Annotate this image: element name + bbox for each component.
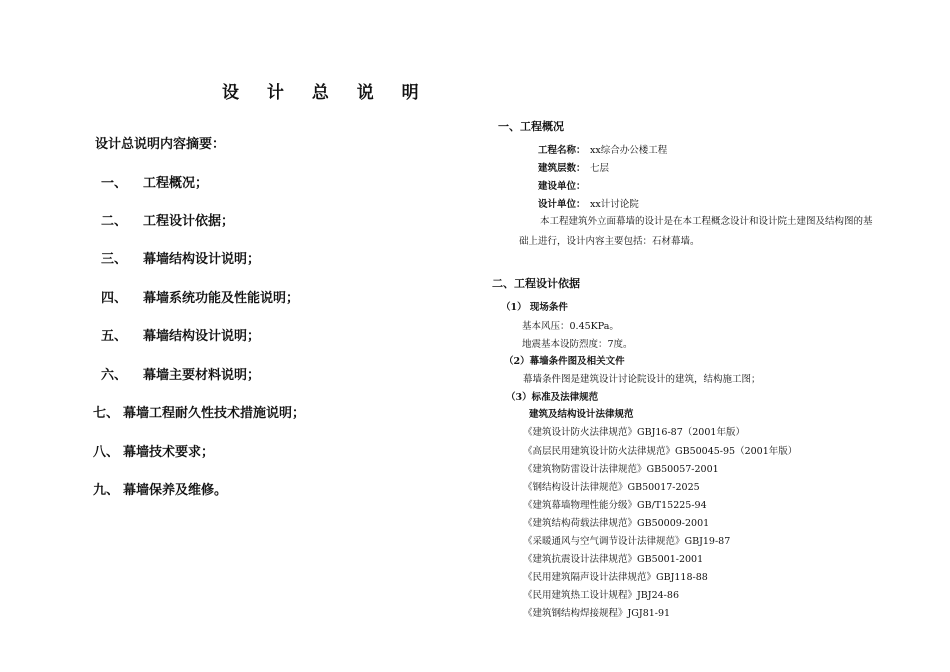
toc-item-number: 九、 (93, 483, 120, 498)
toc-item-text: 幕墙技术要求； (123, 445, 215, 460)
standard-item: 《建筑设计防火法律规范》GBJ16-87（2001年版） (523, 427, 745, 438)
toc-item-text: 幕墙主要材料说明； (143, 368, 261, 383)
toc-item-number: 三、 (101, 252, 128, 267)
field-value: 七层 (590, 163, 610, 174)
subsection-heading: （1） 现场条件 (501, 302, 568, 313)
overview-paragraph-line2: 础上进行，设计内容主要包括：石材幕墙。 (519, 236, 700, 247)
field-label: 建筑层数： (538, 163, 586, 174)
section-heading: 二、工程设计依据 (492, 277, 580, 290)
toc-item-number: 六、 (101, 368, 128, 383)
toc-heading: 设计总说明内容摘要： (95, 137, 226, 152)
toc-item-text: 幕墙结构设计说明； (143, 329, 261, 344)
standard-item: 《高层民用建筑设计防火法律规范》GB50045-95（2001年版） (523, 446, 798, 457)
standard-item: 《钢结构设计法律规范》GB50017-2025 (523, 482, 700, 493)
standard-item: 《建筑抗震设计法律规范》GB5001-2001 (523, 554, 704, 565)
standard-item: 《建筑钢结构焊接规程》JGJ81-91 (523, 608, 671, 619)
toc-item-text: 工程设计依据； (143, 214, 235, 229)
page-title: 设 计 总 说 明 (222, 83, 430, 103)
field-label: 建设单位： (538, 181, 586, 192)
toc-item-text: 工程概况； (143, 176, 209, 191)
standard-item: 《建筑结构荷载法律规范》GB50009-2001 (523, 518, 710, 529)
toc-item-number: 八、 (93, 445, 120, 460)
subsection-heading: （3）标准及法律规范 (506, 392, 599, 403)
field-label: 设计单位： (538, 199, 586, 210)
wind-pressure-text: 基本风压：0.45KPa。 (522, 321, 619, 332)
standard-item: 《建筑物防雷设计法律规范》GB50057-2001 (523, 464, 719, 475)
section-heading: 一、工程概况 (498, 120, 564, 133)
subsection-heading: （2）幕墙条件图及相关文件 (504, 356, 625, 367)
toc-item-number: 五、 (101, 329, 128, 344)
toc-item-number: 一、 (101, 176, 128, 191)
standard-item: 《民用建筑热工设计规程》JBJ24-86 (523, 590, 679, 601)
overview-paragraph-line1: 本工程建筑外立面幕墙的设计是在本工程概念设计和设计院土建图及结构图的基 (540, 216, 873, 227)
toc-item-text: 幕墙保养及维修。 (123, 483, 228, 498)
standards-group-title: 建筑及结构设计法律规范 (529, 409, 634, 420)
toc-item-text: 幕墙结构设计说明； (143, 252, 261, 267)
field-value: xx综合办公楼工程 (590, 145, 668, 156)
field-label: 工程名称： (538, 145, 586, 156)
condition-text: 幕墙条件图是建筑设计讨论院设计的建筑，结构施工图； (523, 374, 761, 385)
standard-item: 《建筑幕墙物理性能分级》GB/T15225-94 (523, 500, 707, 511)
toc-item-number: 二、 (101, 214, 128, 229)
field-value: xx计讨论院 (590, 199, 639, 210)
toc-item-text: 幕墙系统功能及性能说明； (143, 291, 300, 306)
standard-item: 《采暖通风与空气调节设计法律规范》GBJ19-87 (523, 536, 731, 547)
toc-item-number: 七、 (93, 406, 120, 421)
standard-item: 《民用建筑隔声设计法律规范》GBJ118-88 (523, 572, 708, 583)
seismic-text: 地震基本设防烈度：7度。 (522, 339, 633, 350)
toc-item-text: 幕墙工程耐久性技术措施说明； (123, 406, 306, 421)
toc-item-number: 四、 (101, 291, 128, 306)
